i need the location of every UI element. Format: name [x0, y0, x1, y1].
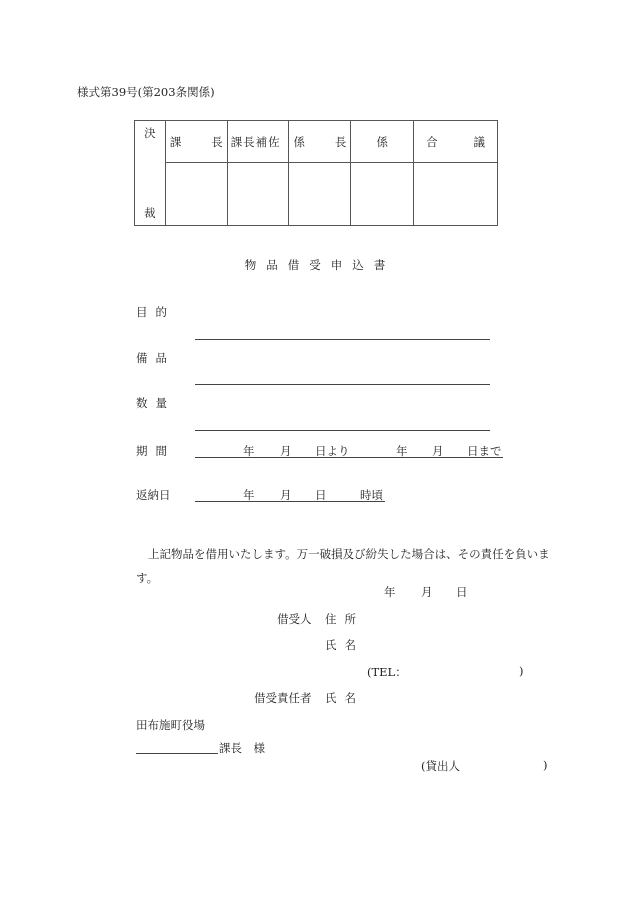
borrower-address-label: 住所	[325, 612, 364, 626]
section-chief-label: 課長 様	[219, 741, 265, 755]
quantity-label: 数量	[136, 396, 175, 410]
stamp-cell-assistant-chief[interactable]	[227, 163, 289, 226]
stamp-cell-section-chief[interactable]	[165, 163, 227, 226]
stamp-cell-staff[interactable]	[351, 163, 414, 226]
header-staff: 係	[351, 121, 414, 163]
item-label: 備品	[136, 351, 175, 365]
stamp-cell-consultation[interactable]	[414, 163, 498, 226]
stamp-cell-subsection-chief[interactable]	[289, 163, 351, 226]
header-consultation: 合 議	[414, 121, 498, 163]
date-month: 月	[421, 585, 433, 599]
lender-open: (貸出人	[421, 759, 460, 773]
quantity-input-line[interactable]	[195, 430, 490, 431]
borrower-label: 借受人	[277, 612, 312, 626]
purpose-label: 目的	[136, 305, 175, 319]
date-year: 年	[384, 585, 396, 599]
header-assistant-chief: 課長補佐	[227, 121, 289, 163]
statement-paragraph: 上記物品を借用いたします。万一破損及び紛失した場合は、その責任を負います。	[136, 547, 550, 585]
period-label: 期間	[136, 444, 175, 458]
section-name-input-line[interactable]	[136, 753, 218, 754]
responsible-label: 借受責任者	[254, 691, 312, 705]
header-section-chief: 課 長	[165, 121, 227, 163]
return-date-label: 返納日	[136, 488, 171, 502]
office-name: 田布施町役場	[136, 718, 205, 732]
approval-side-label: 決 裁	[135, 121, 166, 226]
approval-table	[134, 120, 498, 226]
item-input-line[interactable]	[195, 384, 490, 385]
document-title: 物品借受申込書	[244, 258, 396, 272]
responsible-name-label: 氏名	[325, 691, 364, 705]
form-number: 様式第39号(第203条関係)	[77, 85, 215, 99]
date-day: 日	[456, 585, 468, 599]
tel-close: )	[519, 664, 524, 678]
borrower-name-label: 氏名	[325, 638, 364, 652]
purpose-input-line[interactable]	[195, 339, 490, 340]
header-subsection-chief: 係 長	[289, 121, 351, 163]
lender-close: )	[543, 758, 548, 772]
tel-open: (TEL：	[367, 665, 407, 679]
